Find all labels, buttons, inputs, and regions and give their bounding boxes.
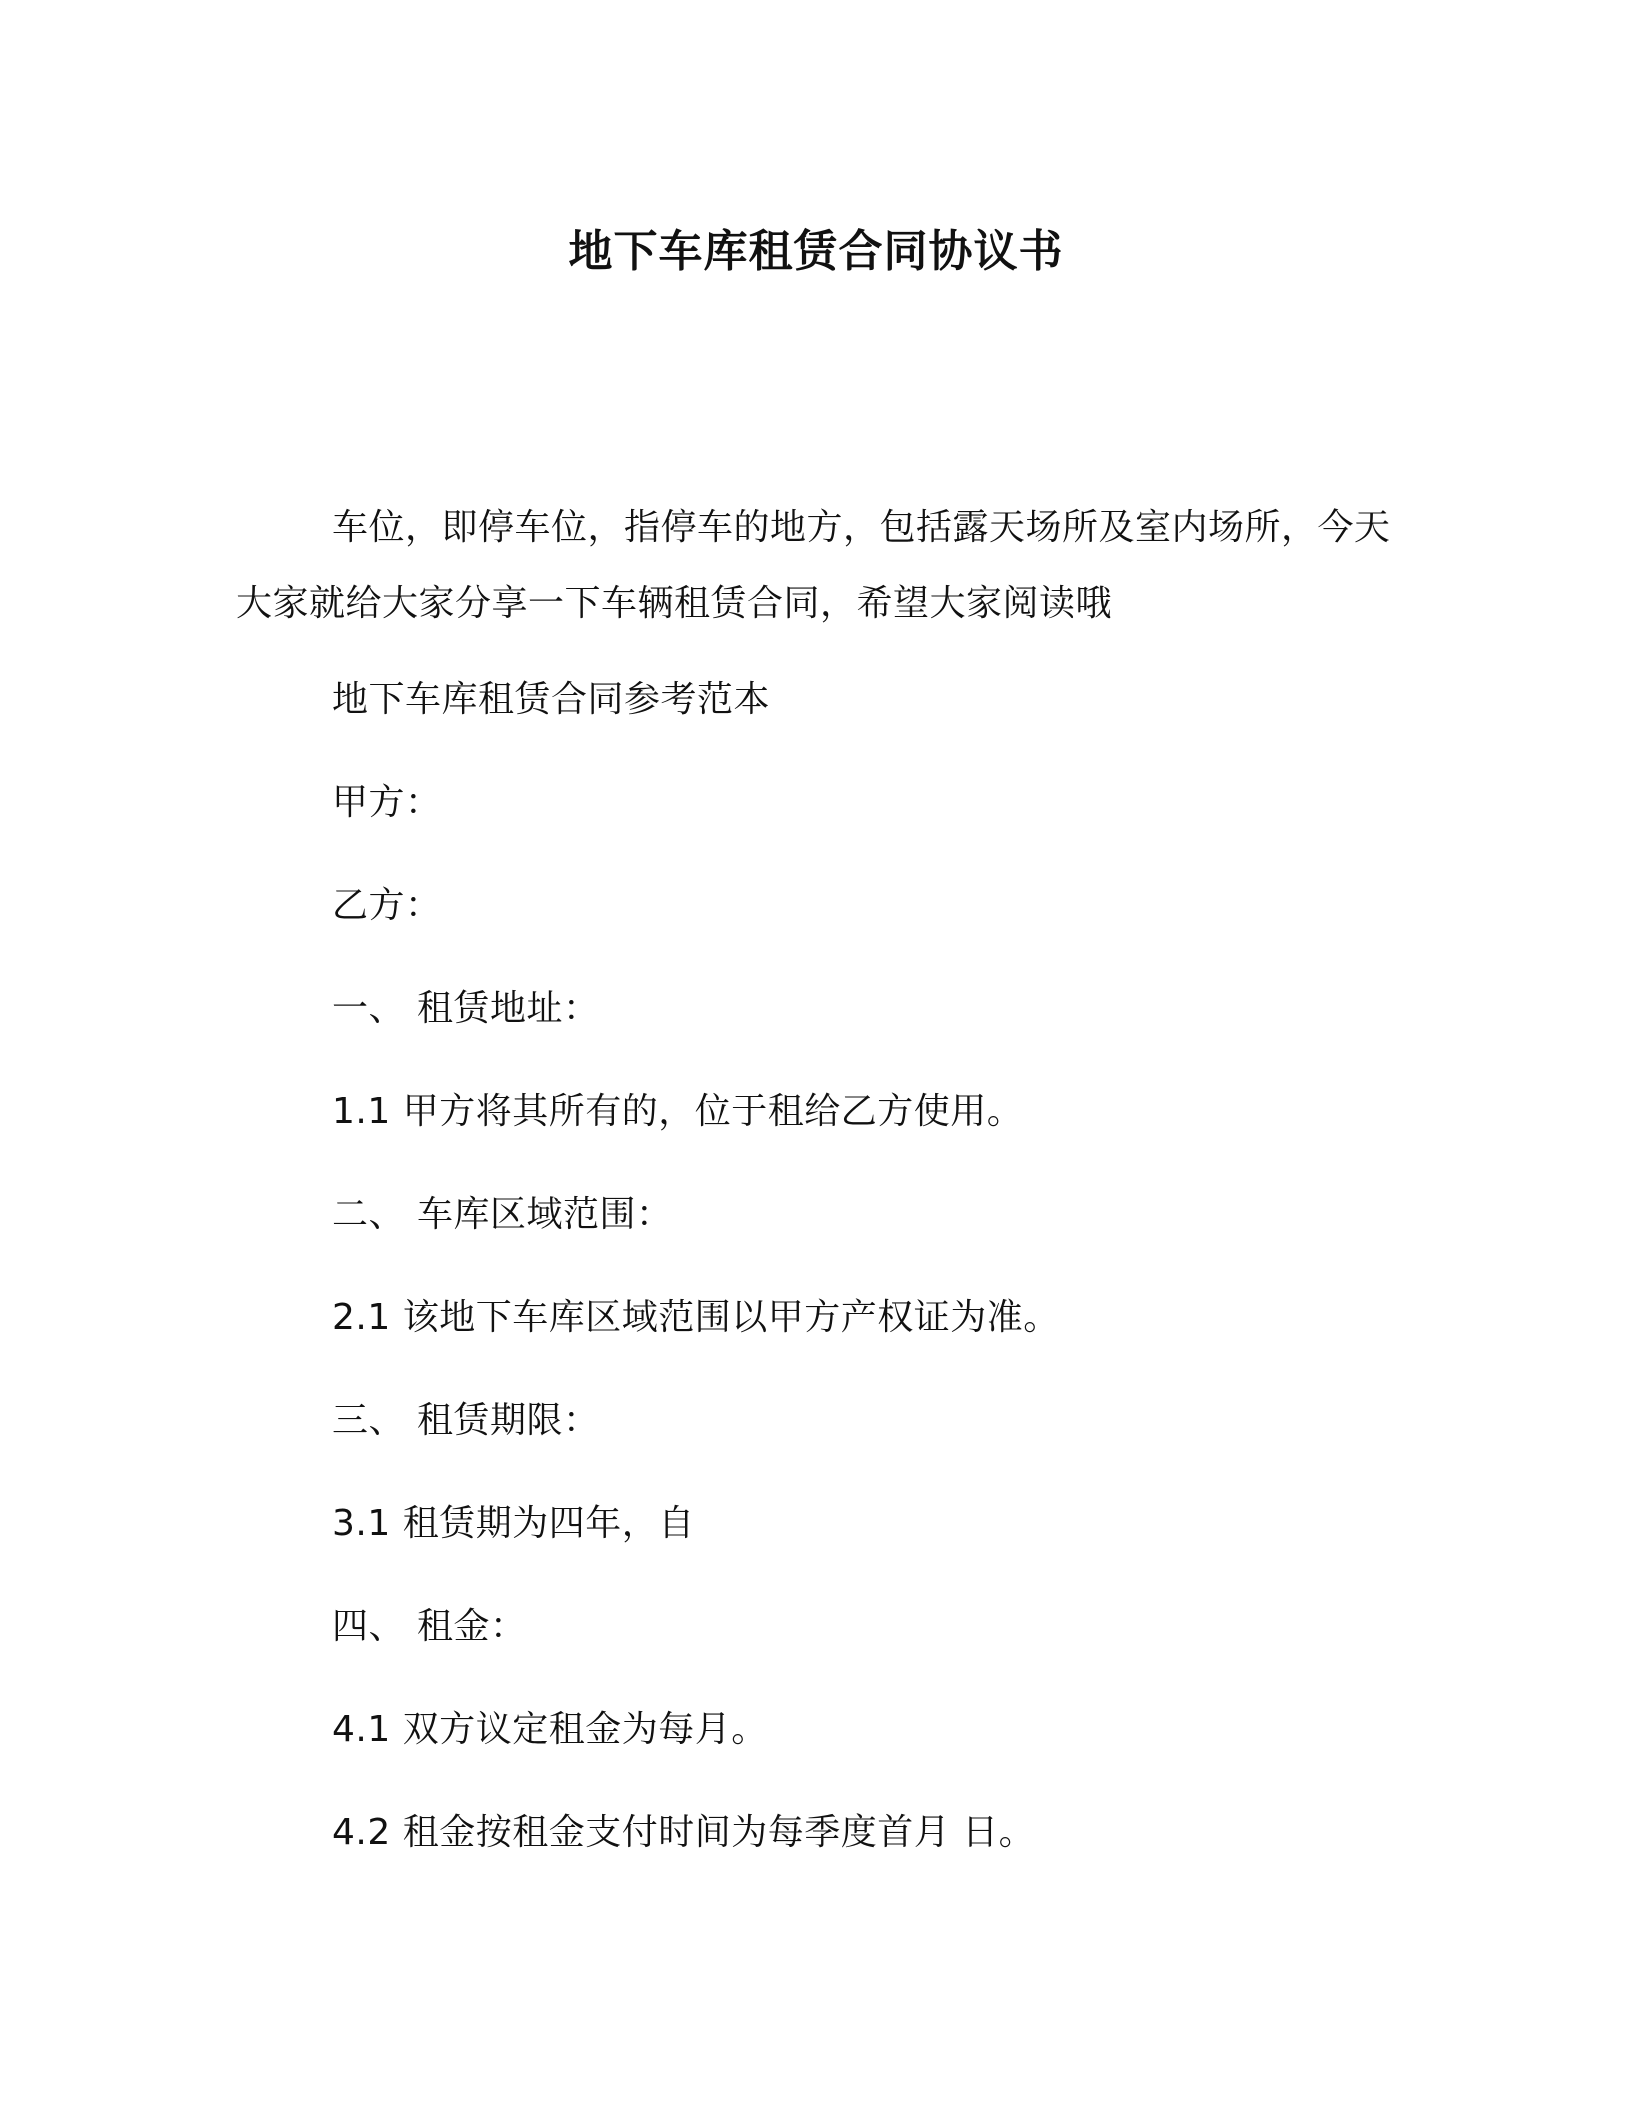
clause-1-1: 1.1 甲方将其所有的，位于租给乙方使用。	[332, 1091, 1024, 1132]
clause-4-2: 4.2 租金按租金支付时间为每季度首月 日。	[332, 1812, 1036, 1853]
section-4-heading: 四、 租金：	[332, 1606, 527, 1647]
section-1-heading: 一、 租赁地址：	[332, 988, 600, 1029]
intro-paragraph: 车位，即停车位，指停车的地方，包括露天场所及室内场所，今天大家就给大家分享一下车辆租赁合同，希望大家阅读哦	[236, 507, 1391, 624]
party-a-label: 甲方：	[332, 782, 442, 823]
clause-2-1: 2.1 该地下车库区域范围以甲方产权证为准。	[332, 1297, 1060, 1338]
reference-template-heading: 地下车库租赁合同参考范本	[332, 679, 771, 720]
section-2-heading: 二、 车库区域范围：	[332, 1194, 673, 1235]
clause-4-1: 4.1 双方议定租金为每月。	[332, 1709, 768, 1750]
clause-3-1: 3.1 租赁期为四年，自	[332, 1503, 695, 1544]
party-b-label: 乙方：	[332, 885, 442, 926]
document-title: 地下车库租赁合同协议书	[568, 226, 1064, 277]
section-3-heading: 三、 租赁期限：	[332, 1400, 600, 1441]
